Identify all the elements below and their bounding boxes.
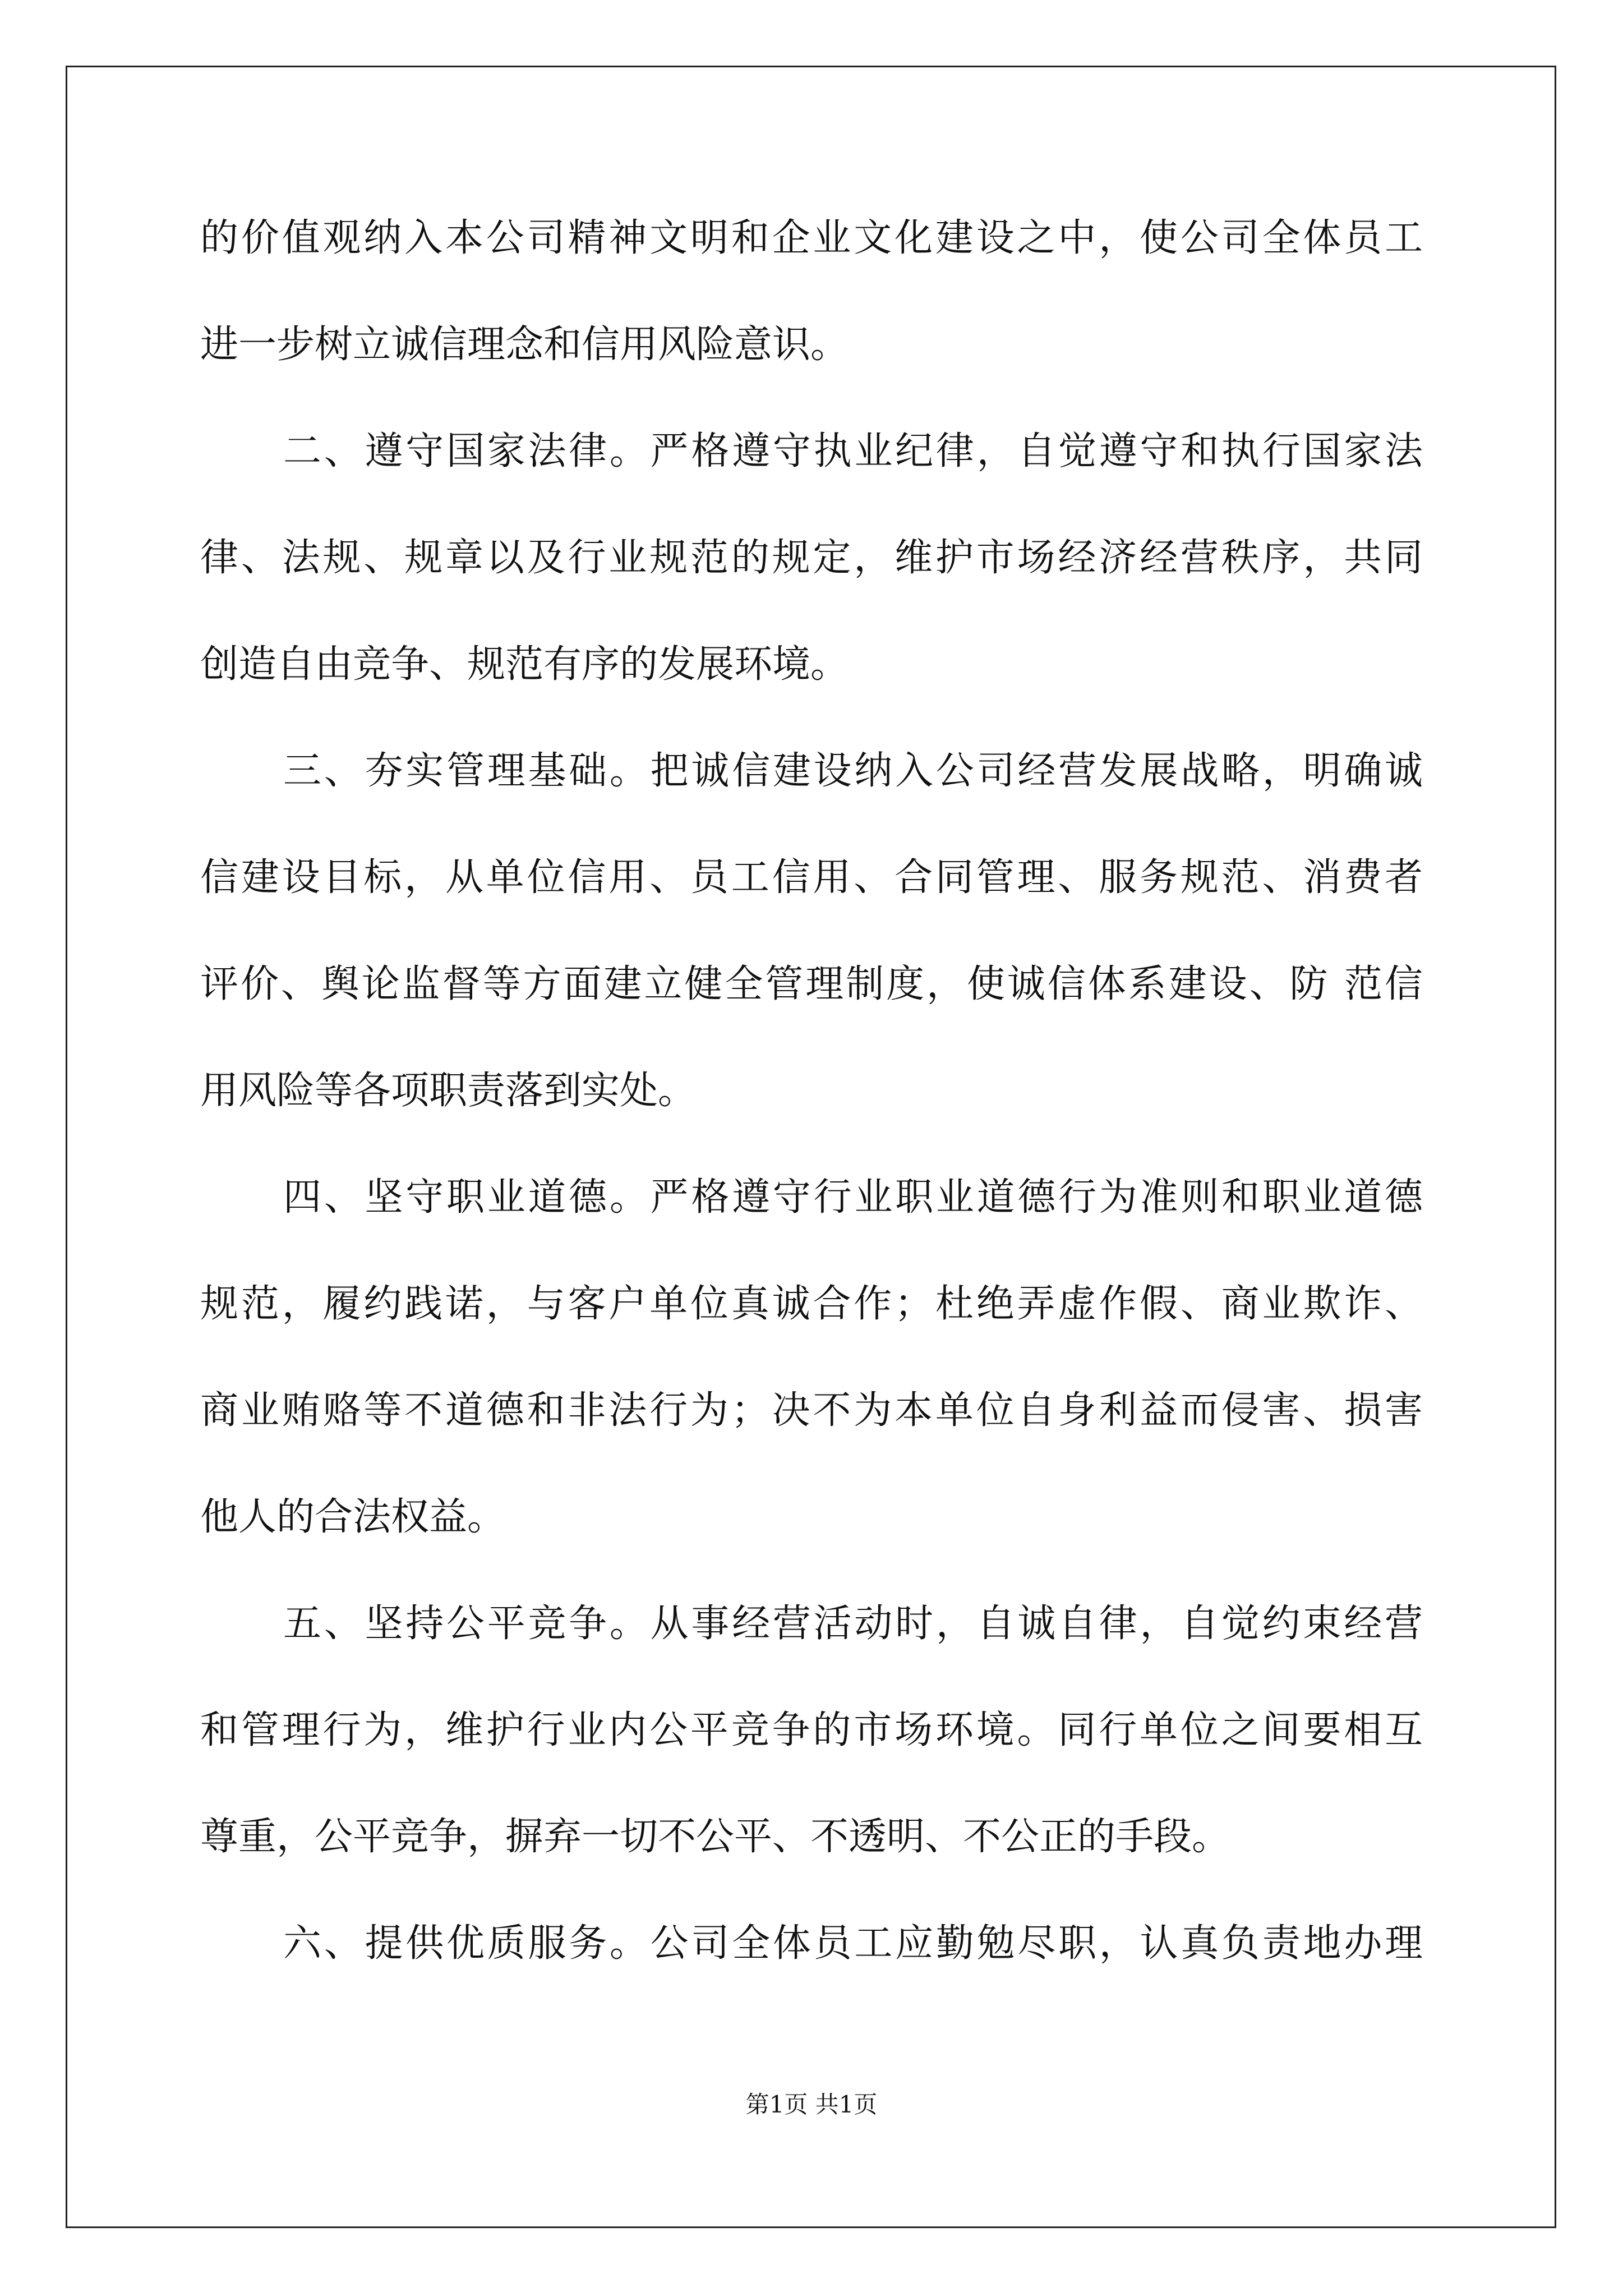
text-line: 他人的合法权益。 <box>200 1495 506 1539</box>
text-line: 和管理行为，维护行业内公平竞争的市场环境。同行单位之间要相互 <box>200 1708 1423 1752</box>
paragraph-4-first-line: 四、坚守职业道德。严格遵守行业职业道德行为准则和职业道德 <box>283 1175 1423 1220</box>
text-line: 创造自由竞争、规范有序的发展环境。 <box>200 642 849 687</box>
text-line: 用风险等各项职责落到实处。 <box>200 1069 697 1113</box>
paragraph-2-first-line: 二、遵守国家法律。严格遵守执业纪律，自觉遵守和执行国家法 <box>283 429 1423 473</box>
paragraph-6-first-line: 六、提供优质服务。公司全体员工应勤勉尽职，认真负责地办理 <box>283 1921 1423 1966</box>
page-footer: 第1页 共1页 <box>745 2091 878 2118</box>
text-line: 信建设目标，从单位信用、员工信用、合同管理、服务规范、消费者 <box>200 855 1423 900</box>
paragraph-5-first-line: 五、坚持公平竞争。从事经营活动时，自诚自律，自觉约束经营 <box>283 1602 1423 1646</box>
text-line: 尊重，公平竞争，摒弃一切不公平、不透明、不公正的手段。 <box>200 1815 1230 1859</box>
page-border <box>66 66 1556 2228</box>
text-line: 评价、舆论监督等方面建立健全管理制度，使诚信体系建设、防 范信 <box>200 962 1423 1006</box>
text-line: 的价值观纳入本公司精神文明和企业文化建设之中，使公司全体员工 <box>200 216 1423 260</box>
text-line: 规范，履约践诺，与客户单位真诚合作；杜绝弄虚作假、商业欺诈、 <box>200 1282 1423 1326</box>
text-line: 商业贿赂等不道德和非法行为；决不为本单位自身利益而侵害、损害 <box>200 1388 1423 1433</box>
text-line: 律、法规、规章以及行业规范的规定，维护市场经济经营秩序，共同 <box>200 536 1423 580</box>
paragraph-3-first-line: 三、夯实管理基础。把诚信建设纳入公司经营发展战略，明确诚 <box>283 749 1423 793</box>
text-line: 进一步树立诚信理念和信用风险意识。 <box>200 323 849 367</box>
